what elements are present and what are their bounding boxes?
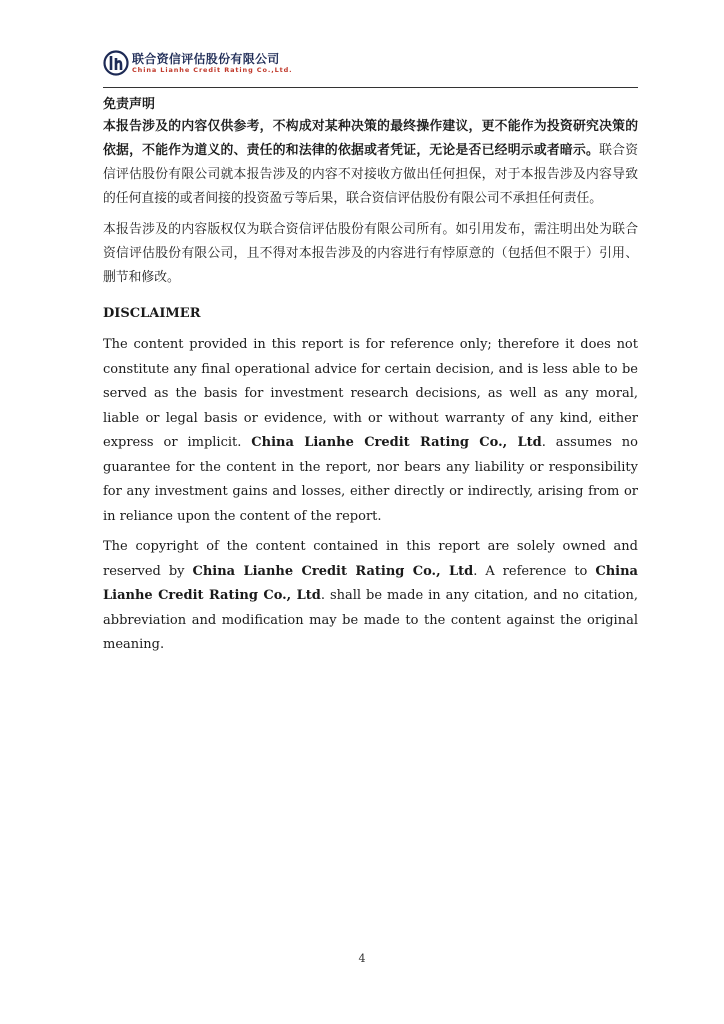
en-text: The copyright of the content contained in this report are solely owned and reserved by [103,539,638,579]
cn-copyright-paragraph: 本报告涉及的内容版权仅为联合资信评估股份有限公司所有。如引用发布，需注明出处为联合资信评估股份有限公司，且不得对本报告涉及的内容进行有悖原意的（包括但不限于）引用、删节和修改。 [103,222,638,285]
en-text: . shall be made in any citation, and no citation, abbreviation and modification may be made to the content against the original meaning. [103,588,638,652]
cn-disclaimer-text: 联合资信评估股份有限公司就本报告涉及的内容不对接收方做出任何担保，对于本报告涉及内容导致的任何直接的或者间接的投资盈亏等后果，联合资信评估股份有限公司不承担任何责任。 [103,143,639,206]
en-disclaimer-title: DISCLAIMER [103,306,201,321]
page-header [103,50,293,76]
company-name-bold: China Lianhe Credit Rating Co., Ltd [103,563,638,603]
company-name-bold: China Lianhe Credit Rating Co., Ltd [251,435,542,450]
company-name-cn: 联合资信评估股份有限公司 [132,51,280,66]
header-divider [103,87,638,88]
disclaimer-body [103,95,638,658]
en-text: The content provided in this report is for reference only; therefore it does not constitute any final operational advice for certain decision, and is less able to be served as the basis for investment research decisions, as well as any moral, liable or legal basis or evidence, with or without warranty of any kind, either express or implicit. [103,337,638,450]
company-name [132,52,293,75]
lianhe-logo-icon [103,50,129,76]
cn-disclaimer-paragraph-1 [103,115,638,211]
en-copyright-paragraph [103,535,638,658]
cn-disclaimer-bold-text: 本报告涉及的内容仅供参考，不构成对某种决策的最终操作建议，更不能作为投资研究决策的依据，不能作为道义的、责任的和法律的依据或者凭证，无论是否已经明示或者暗示。 [103,119,638,158]
cn-disclaimer-title: 免责声明 [103,97,156,112]
en-text: . assumes no guarantee for the content in the report, nor bears any liability or responsibility for any investment gains and losses, either directly or indirectly, arising from or in reliance upon the content of the report. [103,435,638,524]
page-number: 4 [358,952,366,965]
company-name-en: China Lianhe Credit Rating Co.,Ltd. [132,65,293,74]
en-disclaimer-paragraph-1 [103,333,638,529]
en-text: . A reference to [473,563,596,579]
company-name-bold: China Lianhe Credit Rating Co., Ltd [192,563,474,579]
